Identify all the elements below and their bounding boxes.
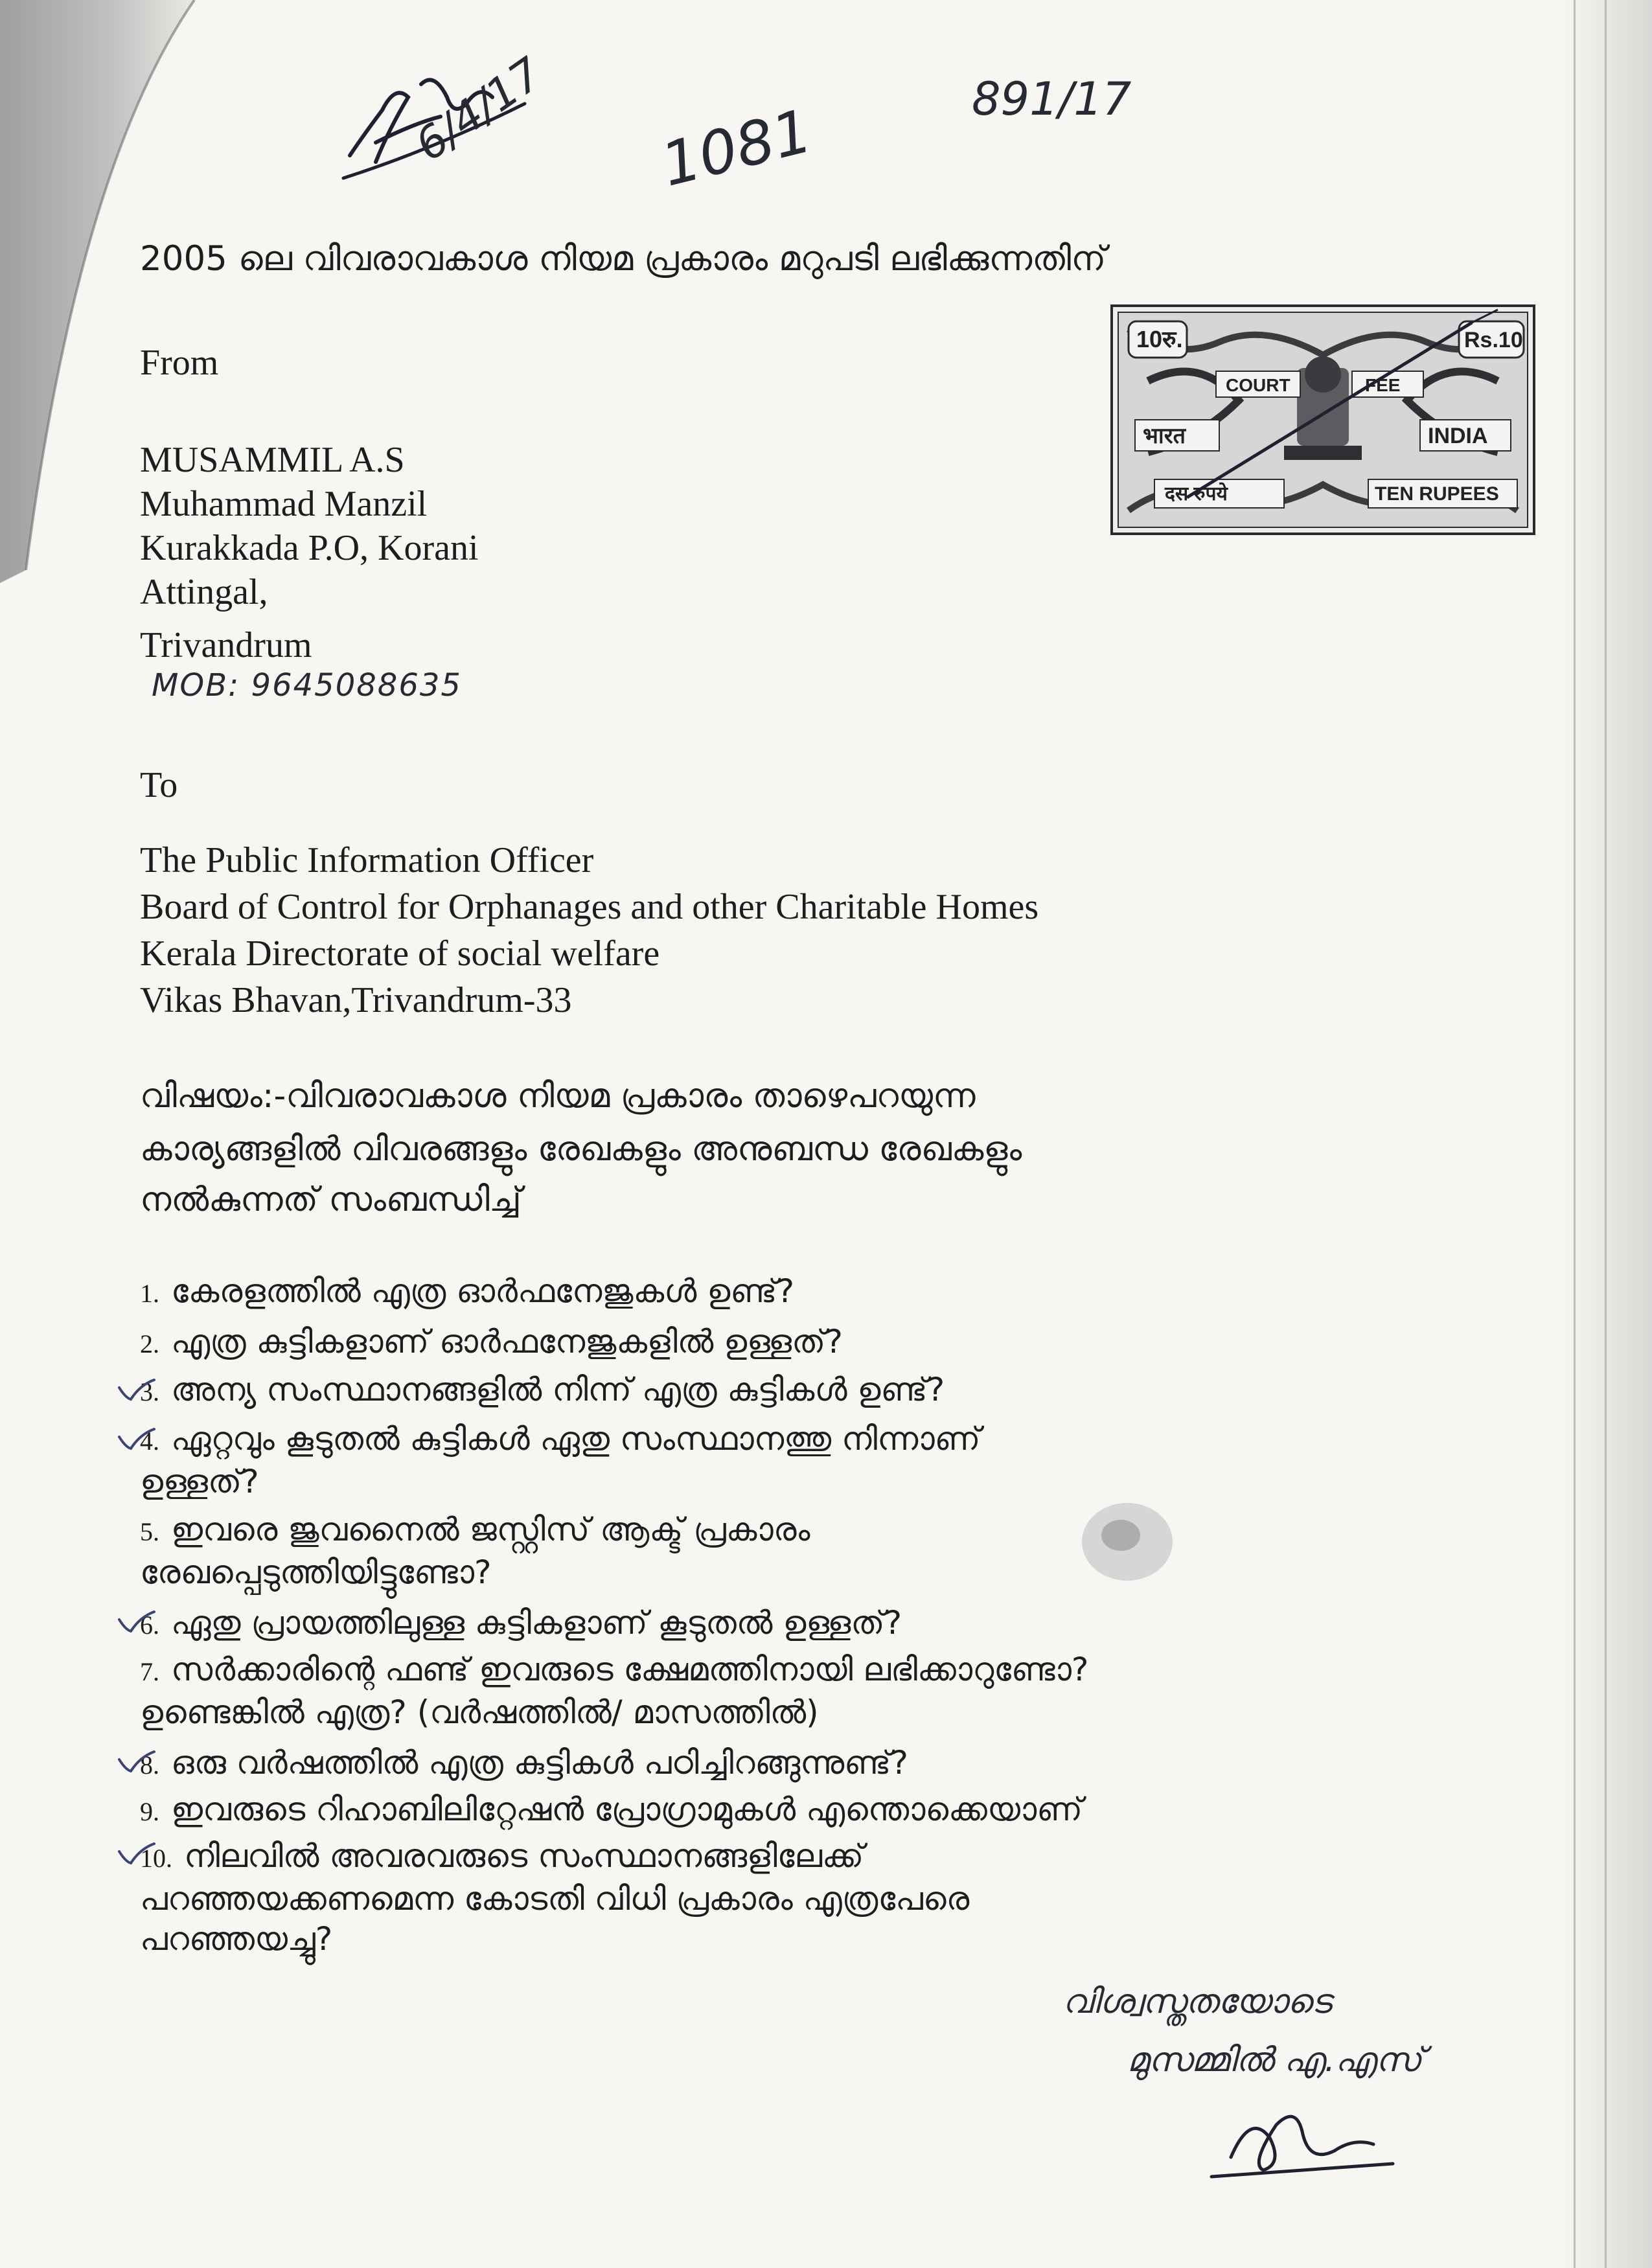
from-line: Kurakkada P.O, Korani [140, 528, 479, 568]
question-text: ഇവരെ ജുവനൈൽ ജസ്റ്റിസ് ആക്ട് പ്രകാരം [171, 1511, 810, 1548]
signature-closing: വിശ്വസ്തതയോടെ [1062, 1982, 1331, 2021]
question-item [140, 1649, 1088, 1732]
from-line: Attingal, [140, 572, 268, 612]
question-number: 3. [140, 1377, 159, 1406]
question-number: 6. [140, 1610, 159, 1640]
question-text-continued: പറഞ്ഞയക്കണമെന്ന കോടതി വിധി പ്രകാരം എത്രപേരെ [140, 1880, 970, 1918]
question-text: ഏറ്റവും കൂടുതൽ കുട്ടികൾ ഏതു സംസ്ഥാനത്തു നിന്നാണ് [171, 1420, 981, 1458]
top-number-1: 1081 [654, 96, 819, 200]
tick-mark-icon [117, 1426, 155, 1452]
question-number: 9. [140, 1797, 159, 1826]
tick-mark-icon [117, 1749, 155, 1775]
question-text-continued: ഉണ്ടെങ്കിൽ എത്ര? (വർഷത്തിൽ/ മാസത്തിൽ) [140, 1693, 819, 1731]
question-text-continued: പറഞ്ഞയച്ചു? [140, 1920, 333, 1958]
subject-line: നൽകുന്നത് സംബന്ധിച്ച് [140, 1180, 522, 1219]
question-number: 1. [140, 1279, 159, 1308]
question-number: 4. [140, 1426, 159, 1456]
to-label: To [140, 765, 178, 805]
from-line: Muhammad Manzil [140, 484, 428, 524]
stamp-bharat: भारत [1143, 424, 1186, 448]
stamp-fee: FEE [1365, 375, 1401, 395]
question-text-continued: ഉള്ളത്? [140, 1463, 259, 1500]
court-fee-stamp [1109, 303, 1537, 536]
right-edge-line [1605, 0, 1607, 2268]
question-item [140, 1369, 945, 1412]
question-number: 8. [140, 1750, 159, 1780]
stamp-court: COURT [1226, 375, 1291, 395]
question-item [140, 1509, 810, 1592]
subject-line: കാര്യങ്ങളിൽ വിവരങ്ങളും രേഖകളും അനുബന്ധ രേഖകളും [140, 1130, 1022, 1169]
to-line: Kerala Directorate of social welfare [140, 934, 660, 974]
from-label: From [140, 343, 219, 383]
stamp-bottom-right: TEN RUPEES [1375, 483, 1499, 505]
question-number: 5. [140, 1517, 159, 1546]
question-text: കേരളത്തിൽ എത്ര ഓർഫനേജുകൾ ഉണ്ട്? [171, 1272, 795, 1310]
document-heading: 2005 ലെ വിവരാവകാശ നിയമ പ്രകാരം മറുപടി ലഭിക്കുന്നതിന് [140, 239, 1107, 279]
signature-name: മുസമ്മിൽ എ.എസ് [1127, 2041, 1422, 2079]
top-number-2: 891/17 [972, 73, 1132, 126]
to-line: Board of Control for Orphanages and other Charitable Homes [140, 887, 1039, 927]
question-item [140, 1743, 908, 1785]
question-number: 2. [140, 1329, 159, 1358]
handwritten-signature [1205, 2099, 1399, 2196]
question-item [140, 1836, 969, 1959]
question-item [140, 1419, 980, 1502]
question-text: ഇവരുടെ റിഹാബിലിറ്റേഷൻ പ്രോഗ്രാമുകൾ എന്തൊക്കെയാണ് [171, 1791, 1083, 1828]
stamp-bottom-left: दस रुपये [1165, 483, 1228, 505]
question-text: സർക്കാരിന്റെ ഫണ്ട് ഇവരുടെ ക്ഷേമത്തിനായി ലഭിക്കാറുണ്ടോ? [171, 1651, 1089, 1688]
tick-mark-icon [117, 1841, 155, 1867]
question-text: നിലവിൽ അവരവരുടെ സംസ്ഥാനങ്ങളിലേക്ക് [184, 1837, 864, 1875]
question-text: എത്ര കുട്ടികളാണ് ഓർഫനേജുകളിൽ ഉള്ളത്? [171, 1323, 843, 1360]
question-item [140, 1271, 794, 1314]
stamp-top-right: Rs.10 [1464, 328, 1523, 352]
subject-line: വിഷയം:-വിവരാവകാശ നിയമ പ്രകാരം താഴെപറയുന്ന [140, 1077, 976, 1116]
top-initials-date: 6/4/17 [406, 48, 552, 172]
question-text: ഏതു പ്രായത്തിലുള്ള കുട്ടികളാണ് കൂടുതൽ ഉള്ളത്? [171, 1604, 902, 1642]
question-item [140, 1322, 843, 1364]
stamp-india: INDIA [1428, 424, 1488, 448]
from-line: MUSAMMIL A.S [140, 440, 405, 480]
from-line: Trivandrum [140, 625, 312, 665]
tick-mark-icon [117, 1609, 155, 1635]
question-number: 7. [140, 1657, 159, 1686]
question-item [140, 1789, 1083, 1832]
ink-smudge [1069, 1483, 1186, 1600]
right-edge-line [1574, 0, 1576, 2268]
tick-mark-icon [117, 1377, 155, 1403]
to-line: The Public Information Officer [140, 840, 594, 880]
question-number: 10. [140, 1844, 172, 1873]
mobile-number: MOB: 9645088635 [152, 667, 462, 704]
question-text-continued: രേഖപ്പെടുത്തിയിട്ടുണ്ടോ? [140, 1553, 492, 1591]
to-line: Vikas Bhavan,Trivandrum-33 [140, 980, 572, 1020]
question-item [140, 1603, 902, 1645]
stamp-top-left: 10रु. [1136, 326, 1183, 352]
question-text: ഒരു വർഷത്തിൽ എത്ര കുട്ടികൾ പഠിച്ചിറങ്ങുന്നുണ്ട്? [171, 1744, 908, 1781]
question-text: അന്യ സംസ്ഥാനങ്ങളിൽ നിന്ന് എത്ര കുട്ടികൾ ഉണ്ട്? [171, 1371, 945, 1408]
